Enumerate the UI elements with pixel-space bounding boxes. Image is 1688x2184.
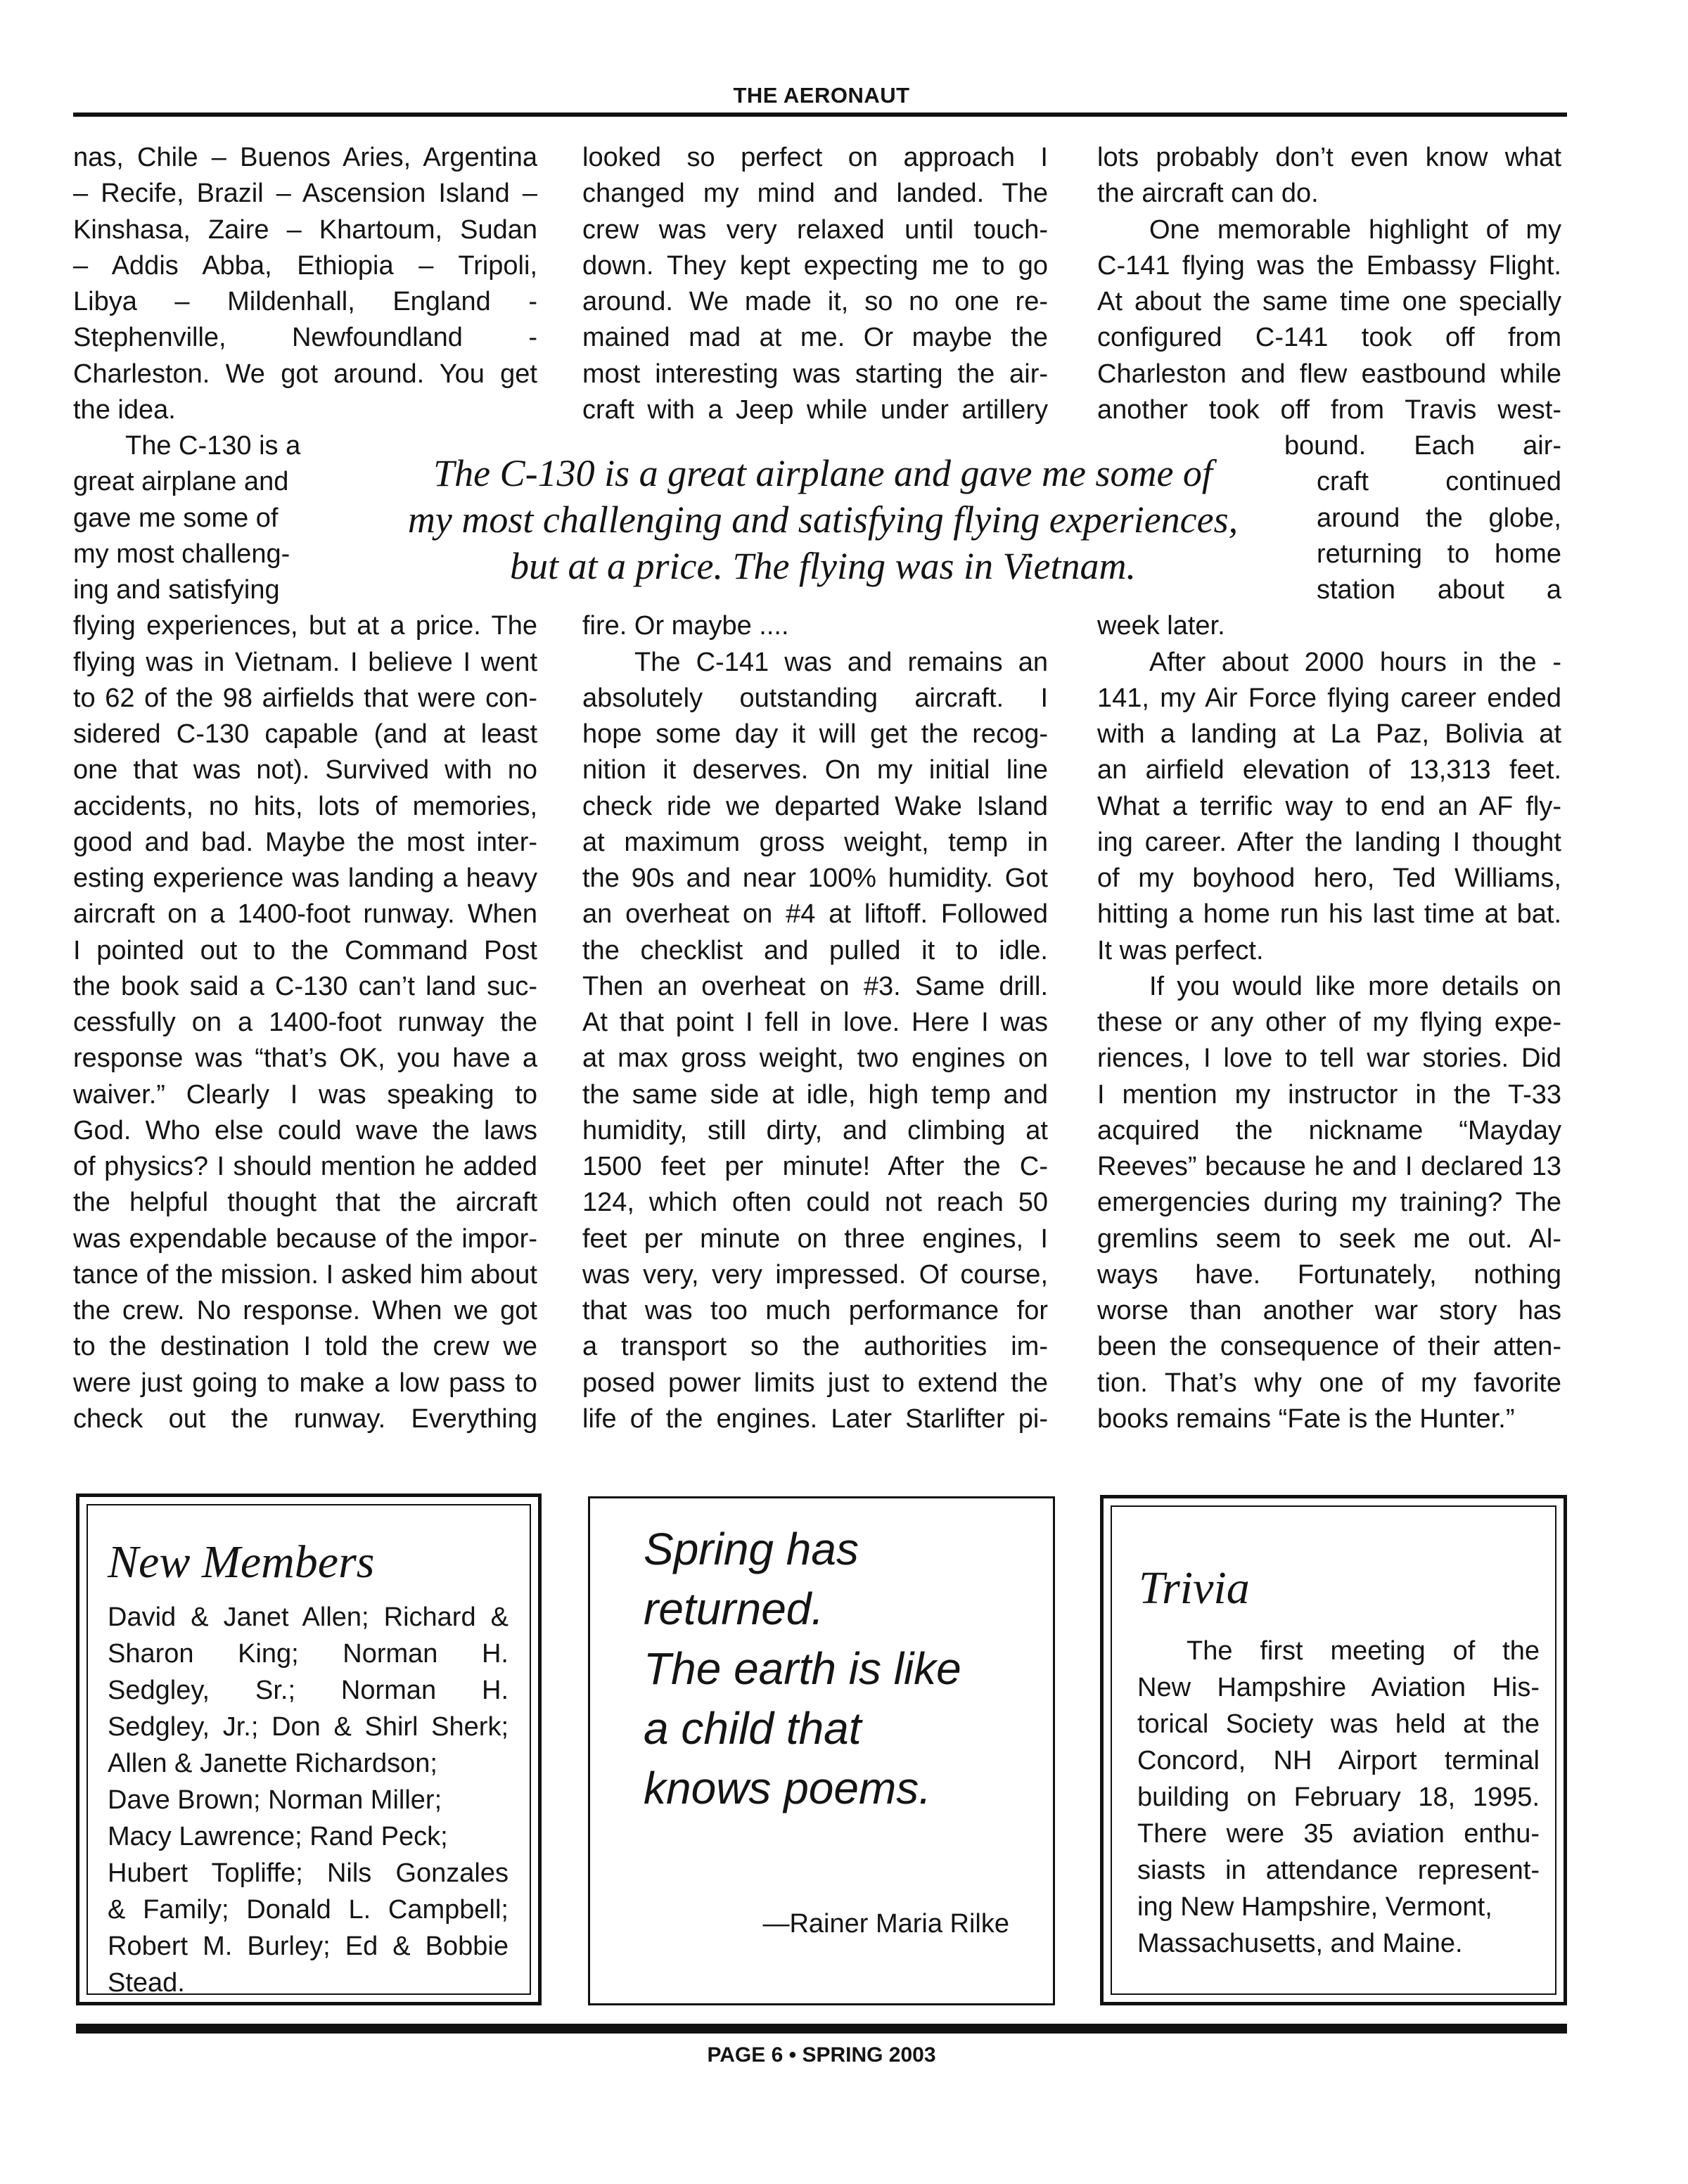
text-line-content: of physics? I should mention he added: [73, 1152, 537, 1181]
text-line-content: At about the same time one specially: [1097, 287, 1561, 316]
article-line: [1097, 933, 1561, 969]
article-line: [1097, 897, 1561, 932]
text-line-content: Massachusetts, and Maine.: [1137, 1929, 1463, 1958]
member-line: [108, 1600, 509, 1636]
footer-rule: [76, 2024, 1567, 2034]
article-line: [582, 933, 1048, 969]
text-line-content: Sharon King; Norman H.: [108, 1639, 509, 1669]
article-line: [1097, 140, 1561, 176]
article-line: [1097, 1329, 1561, 1365]
text-line-content: another took off from Travis west-: [1097, 394, 1561, 425]
article-line: [73, 1005, 537, 1041]
text-line-content: check out the runway. Everything: [73, 1403, 537, 1434]
article-line: [73, 212, 537, 248]
article-line: [73, 320, 537, 356]
text-line-content: of my boyhood hero, Ted Williams,: [1097, 863, 1561, 893]
text-line-content: C-141 flying was the Embassy Flight.: [1097, 250, 1561, 281]
text-line-content: Then an overheat on #3. Same drill.: [582, 971, 1048, 1001]
text-line-content: Robert M. Burley; Ed & Bobbie: [108, 1932, 509, 1961]
trivia-line: [1187, 1633, 1540, 1669]
article-line: [582, 1257, 1048, 1293]
text-line-content: lots probably don’t even know what: [1097, 143, 1561, 172]
member-line: [108, 1636, 509, 1672]
text-line-content: these or any other of my flying expe-: [1097, 1008, 1561, 1037]
text-line-content: most interesting was starting the air-: [582, 359, 1048, 389]
text-line-content: were just going to make a low pass to: [73, 1368, 537, 1398]
article-line: [1097, 1185, 1561, 1221]
text-line-content: aircraft on a 1400-foot runway. When: [73, 899, 537, 930]
text-line-content: Macy Lawrence; Rand Peck;: [108, 1822, 448, 1851]
article-line: [73, 681, 537, 717]
text-line-content: torical Society was held at the: [1137, 1709, 1540, 1739]
article-line: [582, 212, 1048, 248]
article-line: [73, 825, 537, 861]
text-line-content: Kinshasa, Zaire – Khartoum, Sudan: [73, 214, 537, 245]
text-line-content: craft with a Jeep while under artillery: [582, 394, 1048, 425]
article-line: [73, 717, 537, 752]
article-line: [73, 933, 537, 969]
article-line: [73, 464, 311, 500]
article-line: [1097, 356, 1561, 392]
text-line-content: tance of the mission. I asked him about: [73, 1259, 537, 1290]
text-line-content: sidered C-130 capable (and at least: [73, 719, 537, 749]
member-line: [108, 1709, 509, 1745]
article-line: [73, 789, 537, 825]
text-line-content: changed my mind and landed. The: [582, 179, 1048, 209]
article-line: [1097, 681, 1561, 717]
pull-quote: [331, 450, 1315, 589]
member-line: [108, 1782, 509, 1818]
article-line: [582, 356, 1048, 392]
article-line: [73, 1401, 537, 1437]
article-line: [73, 1041, 537, 1077]
article-line: [582, 1366, 1048, 1401]
text-line-content: the 90s and near 100% humidity. Got: [582, 863, 1048, 893]
poem-line: knows poems.: [644, 1763, 932, 1813]
text-line-content: at max gross weight, two engines on: [582, 1043, 1048, 1074]
text-line-content: crew was very relaxed until touch-: [582, 214, 1048, 245]
article-line: [1097, 1041, 1561, 1077]
text-line-content: fire. Or maybe ....: [582, 611, 789, 641]
trivia-line: [1137, 1707, 1540, 1742]
poem-line: returned.: [644, 1584, 824, 1634]
article-line: [1317, 501, 1561, 537]
article-line: [73, 1077, 537, 1113]
article-line: [582, 789, 1048, 825]
article-line: [125, 428, 311, 464]
text-line-content: ing New Hampshire, Vermont,: [1137, 1892, 1492, 1922]
article-line: [73, 752, 537, 788]
article-line: [582, 825, 1048, 861]
text-line-content: worse than another war story has: [1097, 1296, 1561, 1325]
article-line: [1284, 428, 1561, 464]
article-line: [73, 572, 311, 608]
text-line-content: down. They kept expecting me to go: [582, 250, 1048, 281]
text-line-content: an airfield elevation of 13,313 feet.: [1097, 755, 1561, 785]
text-line-content: emergencies during my training? The: [1097, 1188, 1561, 1218]
article-line: [1149, 969, 1561, 1005]
text-line-content: was very, very impressed. Of course,: [582, 1259, 1048, 1290]
text-line-content: David & Janet Allen; Richard &: [108, 1602, 509, 1632]
article-line: [73, 608, 537, 644]
text-line-content: It was perfect.: [1097, 935, 1264, 965]
article-line: [1097, 861, 1561, 897]
article-line: [582, 861, 1048, 897]
text-line-content: 141, my Air Force flying career ended: [1097, 683, 1561, 713]
text-line-content: God. Who else could wave the laws: [73, 1115, 537, 1145]
article-line: [582, 1149, 1048, 1185]
article-line: [582, 608, 1048, 644]
text-line-content: nas, Chile – Buenos Aries, Argentina: [73, 143, 537, 172]
article-line: [582, 392, 1048, 428]
article-line: [582, 1221, 1048, 1257]
article-line: [582, 176, 1048, 212]
text-line-content: 124, which often could not reach 50: [582, 1188, 1048, 1218]
member-line: [108, 1965, 509, 2001]
article-line: [1097, 1149, 1561, 1185]
article-line: [1317, 464, 1561, 500]
text-line-content: been the consequence of their atten-: [1097, 1332, 1561, 1362]
text-line-content: flying experiences, but at a price. The: [73, 611, 537, 641]
text-line-content: Stead.: [108, 1968, 185, 1998]
article-line: [582, 717, 1048, 752]
article-line: [73, 1366, 537, 1401]
text-line-content: The C-130 is a: [125, 431, 301, 461]
article-line: [582, 897, 1048, 932]
article-line: [582, 248, 1048, 284]
text-line-content: response was “that’s OK, you have a: [73, 1043, 537, 1074]
article-line: [582, 1113, 1048, 1149]
text-line-content: – Addis Abba, Ethiopia – Tripoli,: [73, 250, 537, 281]
pull-quote-line: but at a price. The flying was in Vietnam.: [510, 545, 1136, 587]
member-line: [108, 1892, 509, 1928]
member-line: [108, 1746, 509, 1782]
text-line-content: After about 2000 hours in the -: [1149, 647, 1561, 677]
trivia-line: [1137, 1889, 1540, 1925]
poem-line: The earth is like: [644, 1643, 961, 1694]
text-line-content: acquired the nickname “Mayday: [1097, 1115, 1561, 1145]
article-line: [1097, 1401, 1561, 1437]
article-line: [582, 1329, 1048, 1365]
text-line-content: bound. Each air-: [1284, 431, 1561, 461]
member-line: [108, 1819, 509, 1855]
text-line-content: to 62 of the 98 airfields that were con-: [73, 683, 537, 713]
trivia-title: Trivia: [1139, 1562, 1250, 1614]
article-line: [582, 140, 1048, 176]
article-line: [73, 1149, 537, 1185]
article-line: [1097, 1005, 1561, 1041]
article-line: [73, 861, 537, 897]
text-line-content: The first meeting of the: [1187, 1636, 1540, 1666]
text-line-content: the aircraft can do.: [1097, 179, 1319, 209]
text-line-content: great airplane and: [73, 467, 289, 497]
text-line-content: humidity, still dirty, and climbing at: [582, 1115, 1048, 1145]
text-line-content: configured C-141 took off from: [1097, 323, 1561, 353]
article-line: [73, 1221, 537, 1257]
article-line: [73, 1329, 537, 1365]
trivia-line: [1137, 1780, 1540, 1816]
text-line-content: There were 35 aviation enthu-: [1137, 1819, 1540, 1849]
text-line-content: Charleston. We got around. You get: [73, 359, 537, 389]
article-line: [582, 1293, 1048, 1329]
article-line: [582, 284, 1048, 320]
article-line: [73, 248, 537, 284]
article-line: [73, 284, 537, 320]
article-line: [1097, 284, 1561, 320]
text-line-content: around. We made it, so no one re-: [582, 287, 1048, 316]
text-line-content: Hubert Topliffe; Nils Gonzales: [108, 1858, 509, 1888]
text-line-content: Allen & Janette Richardson;: [108, 1749, 437, 1778]
article-line: [582, 1401, 1048, 1437]
text-line-content: station about a: [1317, 575, 1561, 605]
text-line-content: ways have. Fortunately, nothing: [1097, 1259, 1561, 1290]
article-line: [1097, 752, 1561, 788]
article-line: [582, 969, 1048, 1005]
text-line-content: around the globe,: [1317, 503, 1561, 533]
article-line: [1097, 320, 1561, 356]
text-line-content: feet per minute on three engines, I: [582, 1223, 1048, 1254]
page-footer: PAGE 6 • SPRING 2003: [707, 2043, 936, 2067]
article-line: [1097, 1077, 1561, 1113]
article-line: [1097, 1113, 1561, 1149]
text-line-content: – Recife, Brazil – Ascension Island –: [73, 179, 537, 209]
article-line: [582, 1077, 1048, 1113]
trivia-line: [1137, 1926, 1540, 1962]
article-line: [73, 1113, 537, 1149]
text-line-content: & Family; Donald L. Campbell;: [108, 1895, 509, 1925]
text-line-content: hope some day it will get the recog-: [582, 719, 1048, 749]
text-line-content: looked so perfect on approach I: [582, 143, 1048, 172]
poem-line: Spring has: [644, 1524, 859, 1574]
masthead-title: THE AERONAUT: [733, 83, 910, 108]
new-members-box: [76, 1494, 542, 2005]
text-line-content: one that was not). Survived with no: [73, 755, 537, 785]
text-line-content: absolutely outstanding aircraft. I: [582, 683, 1048, 713]
text-line-content: Dave Brown; Norman Miller;: [108, 1785, 442, 1815]
article-line: [73, 537, 311, 572]
trivia-line: [1137, 1743, 1540, 1779]
text-line-content: Reeves” because he and I declared 13: [1097, 1152, 1561, 1181]
text-line-content: that was too much performance for: [582, 1296, 1048, 1325]
text-line-content: returning to home: [1317, 539, 1561, 569]
trivia-box: [1100, 1495, 1567, 2005]
article-line: [73, 1293, 537, 1329]
poem-attribution: —Rainer Maria Rilke: [762, 1909, 1009, 1939]
article-line: [1097, 1366, 1561, 1401]
article-line: [1097, 176, 1561, 212]
text-line-content: my most challeng-: [73, 539, 290, 569]
article-line: [582, 681, 1048, 717]
text-line-content: gremlins seem to seek me out. Al-: [1097, 1223, 1561, 1254]
pull-quote-line: The C-130 is a great airplane and gave me some of: [433, 452, 1213, 494]
article-line: [73, 392, 537, 428]
article-line: [73, 969, 537, 1005]
article-line: [73, 897, 537, 932]
text-line-content: at maximum gross weight, temp in: [582, 827, 1048, 857]
article-line: [1097, 717, 1561, 752]
text-line-content: building on February 18, 1995.: [1137, 1782, 1540, 1812]
article-line: [1149, 212, 1561, 248]
text-line-content: was expendable because of the impor-: [73, 1223, 537, 1254]
text-line-content: siasts in attendance represent-: [1137, 1856, 1540, 1885]
text-line-content: mained mad at me. Or maybe the: [582, 323, 1048, 353]
text-line-content: At that point I fell in love. Here I was: [582, 1008, 1048, 1037]
member-line: [108, 1929, 509, 1965]
text-line-content: I mention my instructor in the T-33: [1097, 1079, 1561, 1110]
text-line-content: ing and satisfying: [73, 575, 280, 605]
text-line-content: One memorable highlight of my: [1149, 214, 1561, 245]
text-line-content: Concord, NH Airport terminal: [1137, 1746, 1540, 1775]
article-line: [1097, 608, 1561, 644]
text-line-content: the idea.: [73, 394, 176, 425]
poem-box: [588, 1496, 1055, 2005]
article-line: [73, 356, 537, 392]
trivia-line: [1137, 1670, 1540, 1706]
text-line-content: the same side at idle, high temp and: [582, 1079, 1048, 1110]
article-line: [582, 1041, 1048, 1077]
article-line: [73, 1185, 537, 1221]
trivia-line: [1137, 1816, 1540, 1852]
text-line-content: flying was in Vietnam. I believe I went: [73, 647, 537, 677]
text-line-content: What a terrific way to end an AF fly-: [1097, 791, 1561, 821]
text-line-content: The C-141 was and remains an: [634, 647, 1048, 677]
new-members-title: New Members: [108, 1536, 375, 1588]
text-line-content: Sedgley, Jr.; Don & Shirl Sherk;: [108, 1712, 509, 1742]
text-line-content: If you would like more details on: [1149, 971, 1561, 1001]
article-line: [73, 501, 311, 537]
text-line-content: the book said a C-130 can’t land suc-: [73, 971, 537, 1001]
article-line: [634, 645, 1048, 681]
text-line-content: I pointed out to the Command Post: [73, 935, 537, 965]
text-line-content: cessfully on a 1400-foot runway the: [73, 1008, 537, 1037]
text-line-content: with a landing at La Paz, Bolivia at: [1097, 719, 1561, 749]
article-line: [73, 176, 537, 212]
article-line: [1097, 1221, 1561, 1257]
text-line-content: to the destination I told the crew we: [73, 1332, 537, 1362]
text-line-content: esting experience was landing a heavy: [73, 863, 537, 893]
text-line-content: the checklist and pulled it to idle.: [582, 935, 1048, 965]
text-line-content: accidents, no hits, lots of memories,: [73, 791, 537, 821]
text-line-content: riences, I love to tell war stories. Did: [1097, 1043, 1561, 1074]
trivia-line: [1137, 1853, 1540, 1889]
article-line: [582, 320, 1048, 356]
text-line-content: waiver.” Clearly I was speaking to: [73, 1079, 537, 1110]
text-line-content: posed power limits just to extend the: [582, 1368, 1048, 1398]
text-line-content: the helpful thought that the aircraft: [73, 1188, 537, 1218]
text-line-content: Stephenville, Newfoundland -: [73, 323, 537, 353]
text-line-content: check ride we departed Wake Island: [582, 791, 1048, 821]
article-line: [1097, 789, 1561, 825]
article-line: [73, 1257, 537, 1293]
text-line-content: week later.: [1097, 611, 1225, 641]
text-line-content: an overheat on #4 at liftoff. Followed: [582, 899, 1048, 930]
article-line: [73, 140, 537, 176]
text-line-content: tion. That’s why one of my favorite: [1097, 1368, 1561, 1398]
article-line: [73, 645, 537, 681]
pull-quote-line: my most challenging and satisfying flying experiences,: [407, 499, 1239, 541]
article-line: [582, 752, 1048, 788]
article-line: [1097, 1293, 1561, 1329]
article-line: [582, 1185, 1048, 1221]
article-line: [582, 1005, 1048, 1041]
article-line: [1149, 645, 1561, 681]
text-line-content: life of the engines. Later Starlifter pi-: [582, 1403, 1048, 1434]
article-line: [1097, 392, 1561, 428]
text-line-content: New Hampshire Aviation His-: [1137, 1673, 1540, 1702]
text-line-content: nition it deserves. On my initial line: [582, 755, 1048, 785]
text-line-content: a transport so the authorities im-: [582, 1332, 1048, 1362]
article-line: [1317, 572, 1561, 608]
text-line-content: good and bad. Maybe the most inter-: [73, 827, 537, 857]
text-line-content: craft continued: [1317, 467, 1561, 497]
text-line-content: hitting a home run his last time at bat.: [1097, 899, 1561, 930]
member-line: [108, 1673, 509, 1709]
text-line-content: Libya – Mildenhall, England -: [73, 287, 537, 316]
text-line-content: ing career. After the landing I thought: [1097, 827, 1561, 857]
text-line-content: the crew. No response. When we got: [73, 1296, 537, 1325]
article-line: [1097, 248, 1561, 284]
text-line-content: Sedgley, Sr.; Norman H.: [108, 1676, 509, 1705]
article-line: [1097, 825, 1561, 861]
text-line-content: gave me some of: [73, 503, 279, 533]
article-line: [1317, 537, 1561, 572]
text-line-content: 1500 feet per minute! After the C-: [582, 1152, 1048, 1181]
text-line-content: books remains “Fate is the Hunter.”: [1097, 1403, 1515, 1434]
member-line: [108, 1856, 509, 1891]
article-line: [1097, 1257, 1561, 1293]
text-line-content: Charleston and flew eastbound while: [1097, 359, 1561, 389]
header-rule: [73, 113, 1567, 117]
poem-line: a child that: [644, 1703, 862, 1754]
